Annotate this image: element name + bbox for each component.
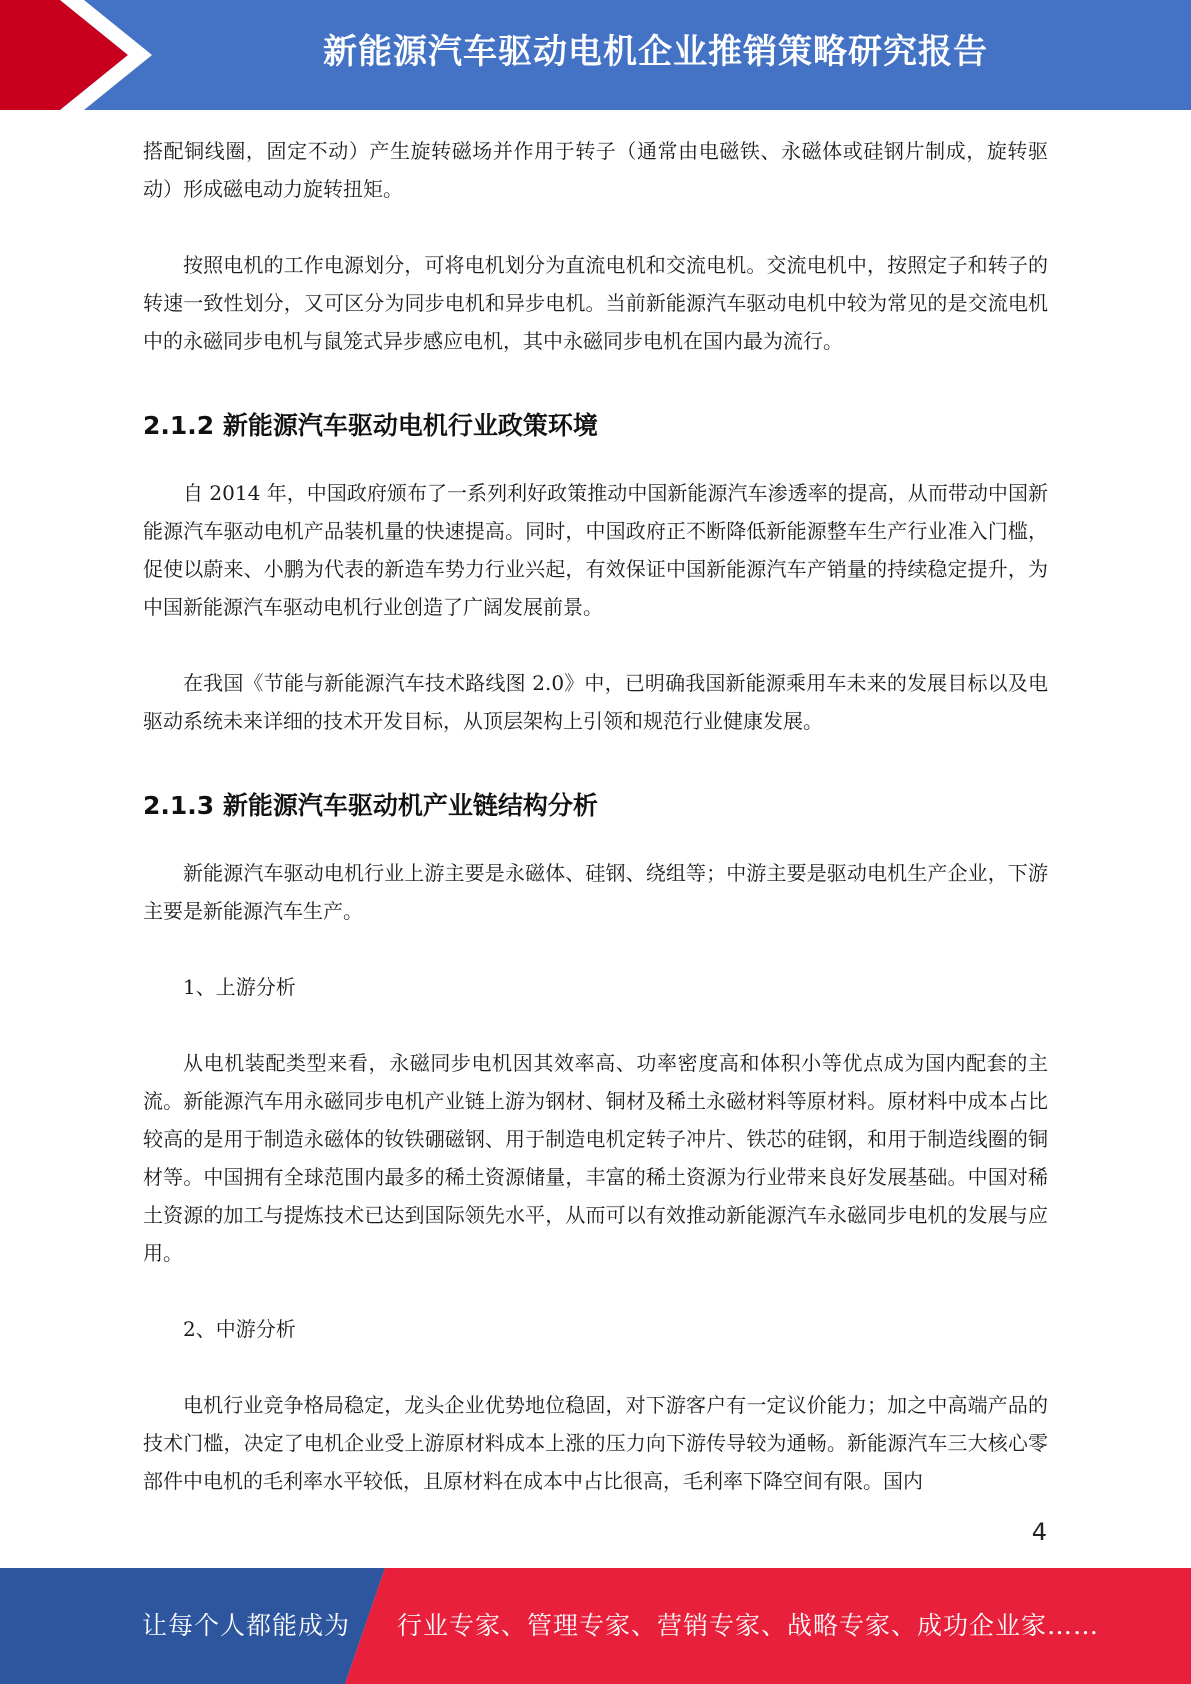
paragraph-midstream: 电机行业竞争格局稳定，龙头企业优势地位稳固，对下游客户有一定议价能力；加之中高端产品的技术门槛，决定了电机企业受上游原材料成本上涨的压力向下游传导较为通畅。新能源汽车三大核心零部件中电机的毛利率水平较低，且原材料在成本中占比很高，毛利率下降空间有限。国内 — [143, 1393, 1048, 1493]
section-heading-2-1-3: 2.1.3 新能源汽车驱动机产业链结构分析 — [143, 791, 598, 820]
paragraph-motor-classification: 按照电机的工作电源划分，可将电机划分为直流电机和交流电机。交流电机中，按照定子和转子的转速一致性划分，又可区分为同步电机和异步电机。当前新能源汽车驱动电机中较为常见的是交流电机中的永磁同步电机与鼠笼式异步感应电机，其中永磁同步电机在国内最为流行。 — [143, 253, 1048, 353]
page-content — [143, 132, 1048, 1500]
paragraph-intro: 搭配铜线圈，固定不动）产生旋转磁场并作用于转子（通常由电磁铁、永磁体或硅钢片制成，旋转驱动）形成磁电动力旋转扭矩。 — [143, 139, 1048, 201]
paragraph-policy-1: 自 2014 年，中国政府颁布了一系列利好政策推动中国新能源汽车渗透率的提高，从而带动中国新能源汽车驱动电机产品装机量的快速提高。同时，中国政府正不断降低新能源整车生产行业准入门槛，促使以蔚来、小鹏为代表的新造车势力行业兴起，有效保证中国新能源汽车产销量的持续稳定提升，为中国新能源汽车驱动电机行业创造了广阔发展前景。 — [143, 481, 1048, 619]
page-header — [0, 0, 1191, 110]
paragraph-upstream: 从电机装配类型来看，永磁同步电机因其效率高、功率密度高和体积小等优点成为国内配套的主流。新能源汽车用永磁同步电机产业链上游为钢材、铜材及稀土永磁材料等原材料。原材料中成本占比较高的是用于制造永磁体的钕铁硼磁钢、用于制造电机定转子冲片、铁芯的硅钢，和用于制造线圈的铜材等。中国拥有全球范围内最多的稀土资源储量，丰富的稀土资源为行业带来良好发展基础。中国对稀土资源的加工与提炼技术已达到国际领先水平，从而可以有效推动新能源汽车永磁同步电机的发展与应用。 — [143, 1051, 1048, 1265]
section-heading-2-1-2: 2.1.2 新能源汽车驱动电机行业政策环境 — [143, 411, 598, 440]
footer-slogan-left: 让每个人都能成为 — [142, 1611, 351, 1640]
subheading-upstream: 1、上游分析 — [183, 975, 296, 999]
page-footer — [0, 1568, 1191, 1684]
paragraph-policy-2: 在我国《节能与新能源汽车技术路线图 2.0》中，已明确我国新能源乘用车未来的发展目标以及电驱动系统未来详细的技术开发目标，从顶层架构上引领和规范行业健康发展。 — [143, 671, 1048, 733]
header-arrow-decoration — [0, 0, 160, 110]
page-number: 4 — [1031, 1518, 1047, 1546]
footer-slogan-right: 行业专家、管理专家、营销专家、战略专家、成功企业家…… — [397, 1611, 1100, 1640]
subheading-midstream: 2、中游分析 — [183, 1317, 296, 1341]
paragraph-industry-chain: 新能源汽车驱动电机行业上游主要是永磁体、硅钢、绕组等；中游主要是驱动电机生产企业，下游主要是新能源汽车生产。 — [143, 861, 1048, 923]
report-title: 新能源汽车驱动电机企业推销策略研究报告 — [323, 32, 988, 72]
